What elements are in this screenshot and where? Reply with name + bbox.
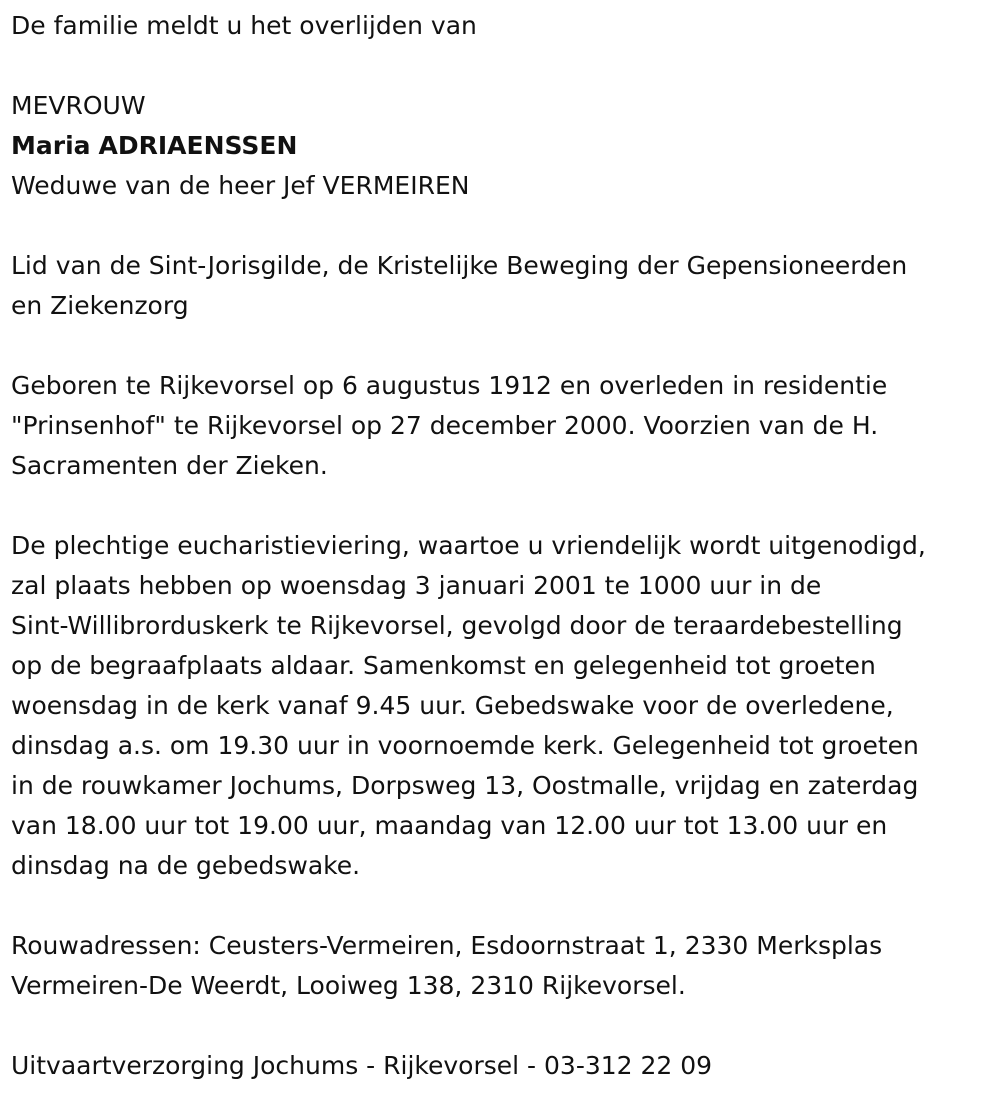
birth-death-line: Sacramenten der Zieken. bbox=[11, 451, 328, 480]
birth-death-line: Geboren te Rijkevorsel op 6 augustus 1912 en overleden in residentie bbox=[11, 371, 888, 400]
ceremony-line: woensdag in de kerk vanaf 9.45 uur. Gebedswake voor de overledene, bbox=[11, 691, 894, 720]
spacer bbox=[11, 206, 988, 246]
ceremony-line: De plechtige eucharistieviering, waartoe u vriendelijk wordt uitgenodigd, bbox=[11, 531, 926, 560]
honorific: MEVROUW bbox=[11, 91, 146, 120]
last-name: ADRIAENSSEN bbox=[98, 131, 298, 160]
address-line: Vermeiren-De Weerdt, Looiweg 138, 2310 Rijkevorsel. bbox=[11, 971, 686, 1000]
spacer bbox=[11, 46, 988, 86]
membership-line: Lid van de Sint-Jorisgilde, de Kristelijke Beweging der Gepensioneerden bbox=[11, 251, 908, 280]
ceremony-line: Sint-Willibrorduskerk te Rijkevorsel, gevolgd door de teraardebestelling bbox=[11, 611, 903, 640]
deceased-name bbox=[11, 126, 988, 166]
ceremony-line: van 18.00 uur tot 19.00 uur, maandag van 12.00 uur tot 13.00 uur en bbox=[11, 811, 888, 840]
address-line: Rouwadressen: Ceusters-Vermeiren, Esdoornstraat 1, 2330 Merksplas bbox=[11, 931, 883, 960]
spacer bbox=[11, 326, 988, 366]
spacer bbox=[11, 886, 988, 926]
ceremony-line: in de rouwkamer Jochums, Dorpsweg 13, Oostmalle, vrijdag en zaterdag bbox=[11, 771, 919, 800]
ceremony-line: zal plaats hebben op woensdag 3 januari 2001 te 1000 uur in de bbox=[11, 571, 822, 600]
ceremony-line: op de begraafplaats aldaar. Samenkomst en gelegenheid tot groeten bbox=[11, 651, 876, 680]
first-name: Maria bbox=[11, 131, 91, 160]
ceremony-line: dinsdag a.s. om 19.30 uur in voornoemde kerk. Gelegenheid tot groeten bbox=[11, 731, 919, 760]
funeral-home-line: Uitvaartverzorging Jochums - Rijkevorsel - 03-312 22 09 bbox=[11, 1051, 713, 1080]
ceremony-line: dinsdag na de gebedswake. bbox=[11, 851, 361, 880]
spacer bbox=[11, 486, 988, 526]
membership-line: en Ziekenzorg bbox=[11, 291, 189, 320]
birth-death-line: "Prinsenhof" te Rijkevorsel op 27 december 2000. Voorzien van de H. bbox=[11, 411, 879, 440]
spacer bbox=[11, 1006, 988, 1046]
spouse-line: Weduwe van de heer Jef VERMEIREN bbox=[11, 171, 470, 200]
intro-text: De familie meldt u het overlijden van bbox=[11, 11, 477, 40]
